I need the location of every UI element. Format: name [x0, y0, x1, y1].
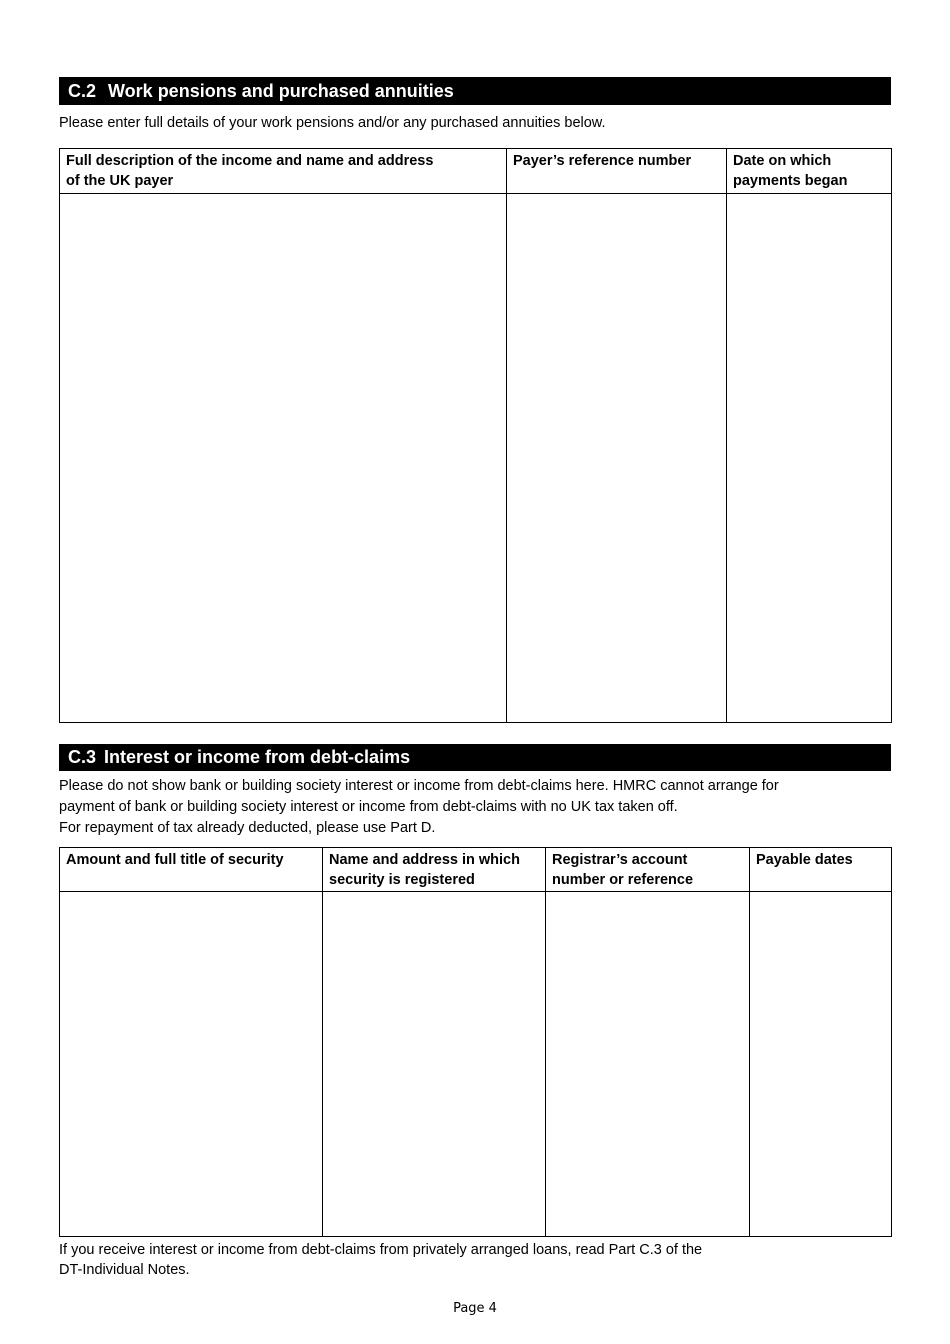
section-c3-intro: [59, 776, 779, 839]
section-c2-title: Work pensions and purchased annuities: [108, 80, 454, 101]
security-input[interactable]: [60, 892, 322, 1236]
column-header-line: Registrar’s account: [552, 852, 688, 868]
section-c3-title: Interest or income from debt-claims: [104, 747, 411, 767]
registrar-reference-input[interactable]: [546, 892, 749, 1236]
section-c3-footer-line: DT-Individual Notes.: [59, 1262, 190, 1278]
column-header-line: Payer’s reference number: [513, 153, 692, 169]
page-number: Page 4: [453, 1301, 497, 1316]
column-header-registrar-reference: [546, 848, 750, 892]
section-c3-footer-line: If you receive interest or income from debt-claims from privately arranged loans, read Part C.3 of the: [59, 1242, 703, 1258]
debt-claims-table: [59, 847, 892, 1237]
registered-name-input[interactable]: [323, 892, 545, 1236]
registered-name-cell: [323, 892, 546, 1237]
payer-reference-input[interactable]: [507, 194, 726, 722]
column-header-line: Payable dates: [756, 852, 853, 868]
section-c3-intro-line: For repayment of tax already deducted, please use Part D.: [59, 820, 436, 836]
section-c2-number: C.2: [68, 80, 97, 101]
column-header-line: Amount and full title of security: [66, 852, 284, 868]
column-header-payments-began: [727, 149, 892, 194]
description-input[interactable]: [60, 194, 506, 722]
payments-began-input[interactable]: [727, 194, 891, 722]
payable-dates-cell: [750, 892, 892, 1237]
column-header-payable-dates: [750, 848, 892, 892]
work-pensions-table: [59, 148, 892, 723]
column-header-line: of the UK payer: [66, 173, 174, 189]
description-cell: [60, 194, 507, 723]
column-header-registered-name: [323, 848, 546, 892]
column-header-security: [60, 848, 323, 892]
payer-reference-cell: [507, 194, 727, 723]
column-header-line: Full description of the income and name and address: [66, 153, 434, 169]
column-header-line: number or reference: [552, 872, 694, 888]
payments-began-cell: [727, 194, 892, 723]
section-c3-footer-note: [59, 1240, 702, 1280]
column-header-description: [60, 149, 507, 194]
section-c2-header: [59, 77, 891, 105]
column-header-line: Date on which: [733, 153, 832, 169]
payable-dates-input[interactable]: [750, 892, 891, 1236]
registrar-reference-cell: [546, 892, 750, 1237]
table-header-row: [60, 149, 892, 194]
column-header-line: payments began: [733, 173, 848, 189]
section-c3-intro-line: payment of bank or building society interest or income from debt-claims with no UK tax taken off.: [59, 799, 678, 815]
column-header-line: security is registered: [329, 872, 475, 888]
column-header-line: Name and address in which: [329, 852, 520, 868]
table-row: [60, 892, 892, 1237]
section-c3-intro-line: Please do not show bank or building society interest or income from debt-claims here. HMRC cannot arrange for: [59, 778, 779, 794]
section-c2-intro: Please enter full details of your work pensions and/or any purchased annuities below.: [59, 115, 606, 131]
column-header-payer-reference: [507, 149, 727, 194]
security-cell: [60, 892, 323, 1237]
section-c3-number: C.3: [68, 747, 97, 767]
table-row: [60, 194, 892, 723]
section-c3-header: [59, 744, 891, 771]
table-header-row: [60, 848, 892, 892]
